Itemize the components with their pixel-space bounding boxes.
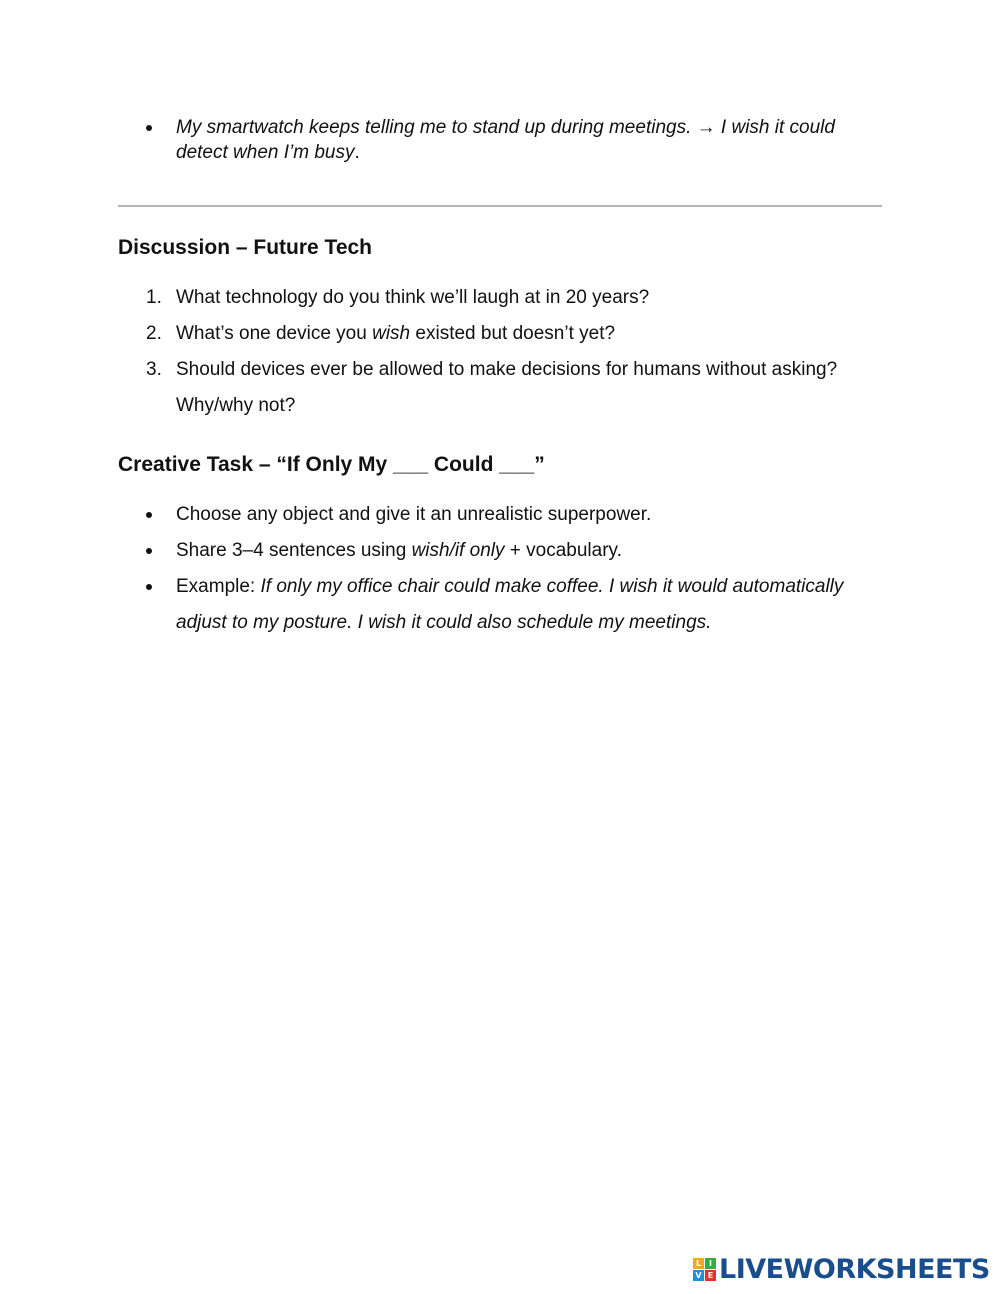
discussion-questions xyxy=(118,280,888,424)
liveworksheets-logo xyxy=(693,1252,990,1286)
question-item xyxy=(118,280,888,316)
logo-mark-icon xyxy=(693,1258,716,1281)
question-text: What’s one device you xyxy=(176,323,373,344)
question-item xyxy=(118,352,888,424)
bullet-dot xyxy=(146,584,152,590)
section-divider xyxy=(118,205,882,207)
example-list xyxy=(118,115,888,165)
task-text: Example: xyxy=(176,576,261,597)
bullet-dot xyxy=(146,125,152,131)
logo-letter-v: V xyxy=(693,1270,704,1281)
list-item xyxy=(118,569,888,641)
example-text: If only my office chair could make coffee. I wish it would automatically adjust to my posture. I wish it could also schedule my meetings. xyxy=(176,576,844,633)
task-text-end: + vocabulary. xyxy=(504,540,622,561)
discussion-heading: Discussion – Future Tech xyxy=(118,236,372,259)
question-number: 1. xyxy=(146,287,162,308)
question-emphasis: wish xyxy=(372,323,411,344)
logo-letter-i: I xyxy=(705,1258,716,1269)
bullet-dot xyxy=(146,548,152,554)
list-item xyxy=(118,115,888,165)
example-period: . xyxy=(354,142,360,163)
logo-letter-e: E xyxy=(705,1270,716,1281)
bullet-dot xyxy=(146,512,152,518)
question-text-end: existed but doesn’t yet? xyxy=(410,323,616,344)
list-item xyxy=(118,497,888,533)
question-number: 3. xyxy=(146,359,162,380)
task-emphasis: wish/if only xyxy=(411,540,505,561)
creative-task-heading: Creative Task – “If Only My ___ Could ___” xyxy=(118,453,545,476)
task-text: Choose any object and give it an unrealistic superpower. xyxy=(176,504,652,525)
list-item xyxy=(118,533,888,569)
question-item xyxy=(118,316,888,352)
logo-letter-l: L xyxy=(693,1258,704,1269)
question-text: What technology do you think we’ll laugh at in 20 years? xyxy=(176,287,650,308)
logo-text: LIVEWORKSHEETS xyxy=(719,1253,990,1285)
question-number: 2. xyxy=(146,323,162,344)
example-sentence: My smartwatch keeps telling me to stand up during meetings. → I wish it could detect when I’m busy xyxy=(176,117,835,163)
creative-task-list xyxy=(118,497,888,641)
question-text: Should devices ever be allowed to make decisions for humans without asking? Why/why not? xyxy=(176,359,838,416)
task-text: Share 3–4 sentences using xyxy=(176,540,412,561)
